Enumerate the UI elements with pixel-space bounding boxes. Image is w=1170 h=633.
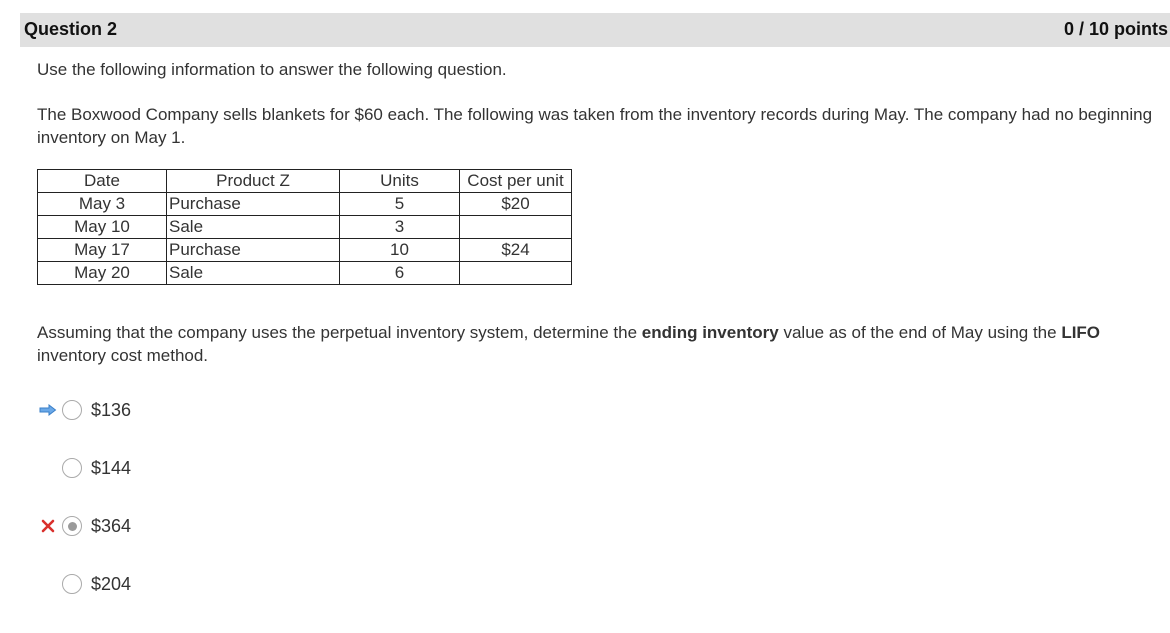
points-score: 0 / 10 points <box>1063 19 1168 39</box>
incorrect-x-icon <box>38 513 58 539</box>
answer-option-4[interactable] <box>62 571 131 597</box>
option-label: $136 <box>91 399 132 420</box>
cell-units: 3 <box>340 216 460 239</box>
prompt-emphasis-ending-inventory: ending inventory <box>641 323 779 342</box>
question-intro: Use the following information to answer the following question. <box>37 60 507 79</box>
cell-units: 6 <box>340 262 460 285</box>
cell-product: Sale <box>167 216 340 239</box>
cell-product: Sale <box>167 262 340 285</box>
cell-date: May 17 <box>38 239 167 262</box>
question-header <box>20 13 1170 47</box>
option-label: $364 <box>91 515 132 536</box>
cell-date: May 20 <box>38 262 167 285</box>
cell-cost: $24 <box>460 239 572 262</box>
inventory-table <box>37 169 572 285</box>
cell-date: May 3 <box>38 193 167 216</box>
question-title: Question 2 <box>24 19 118 39</box>
cell-date: May 10 <box>38 216 167 239</box>
prompt-text: value as of the end of May using the <box>778 323 1062 342</box>
prompt-emphasis-lifo: LIFO <box>1061 323 1101 342</box>
prompt-text: Assuming that the company uses the perpetual inventory system, determine the <box>37 323 642 342</box>
radio-button[interactable] <box>62 400 82 420</box>
radio-button[interactable] <box>62 458 82 478</box>
table-row <box>38 262 572 285</box>
answer-option-2[interactable] <box>62 455 131 481</box>
radio-button-selected[interactable] <box>62 516 82 536</box>
radio-button[interactable] <box>62 574 82 594</box>
cell-cost <box>460 216 572 239</box>
cell-cost <box>460 262 572 285</box>
answer-option-3[interactable] <box>62 513 131 539</box>
table-row <box>38 193 572 216</box>
header-date: Date <box>38 170 167 193</box>
answer-option-1[interactable] <box>62 397 131 423</box>
header-cost: Cost per unit <box>460 170 572 193</box>
cell-cost: $20 <box>460 193 572 216</box>
header-product: Product Z <box>167 170 340 193</box>
option-label: $144 <box>91 457 132 478</box>
cell-product: Purchase <box>167 239 340 262</box>
cell-product: Purchase <box>167 193 340 216</box>
correct-answer-arrow-icon <box>38 397 58 423</box>
question-description: The Boxwood Company sells blankets for $60 each. The following was taken from the inventory records during May. The company had no beginning inventory on May 1. <box>37 105 1153 147</box>
prompt-text: inventory cost method. <box>37 346 209 365</box>
question-prompt <box>37 321 1162 367</box>
cell-units: 10 <box>340 239 460 262</box>
option-label: $204 <box>91 573 132 594</box>
table-row <box>38 239 572 262</box>
table-header-row <box>38 170 572 193</box>
header-units: Units <box>340 170 460 193</box>
table-row <box>38 216 572 239</box>
cell-units: 5 <box>340 193 460 216</box>
